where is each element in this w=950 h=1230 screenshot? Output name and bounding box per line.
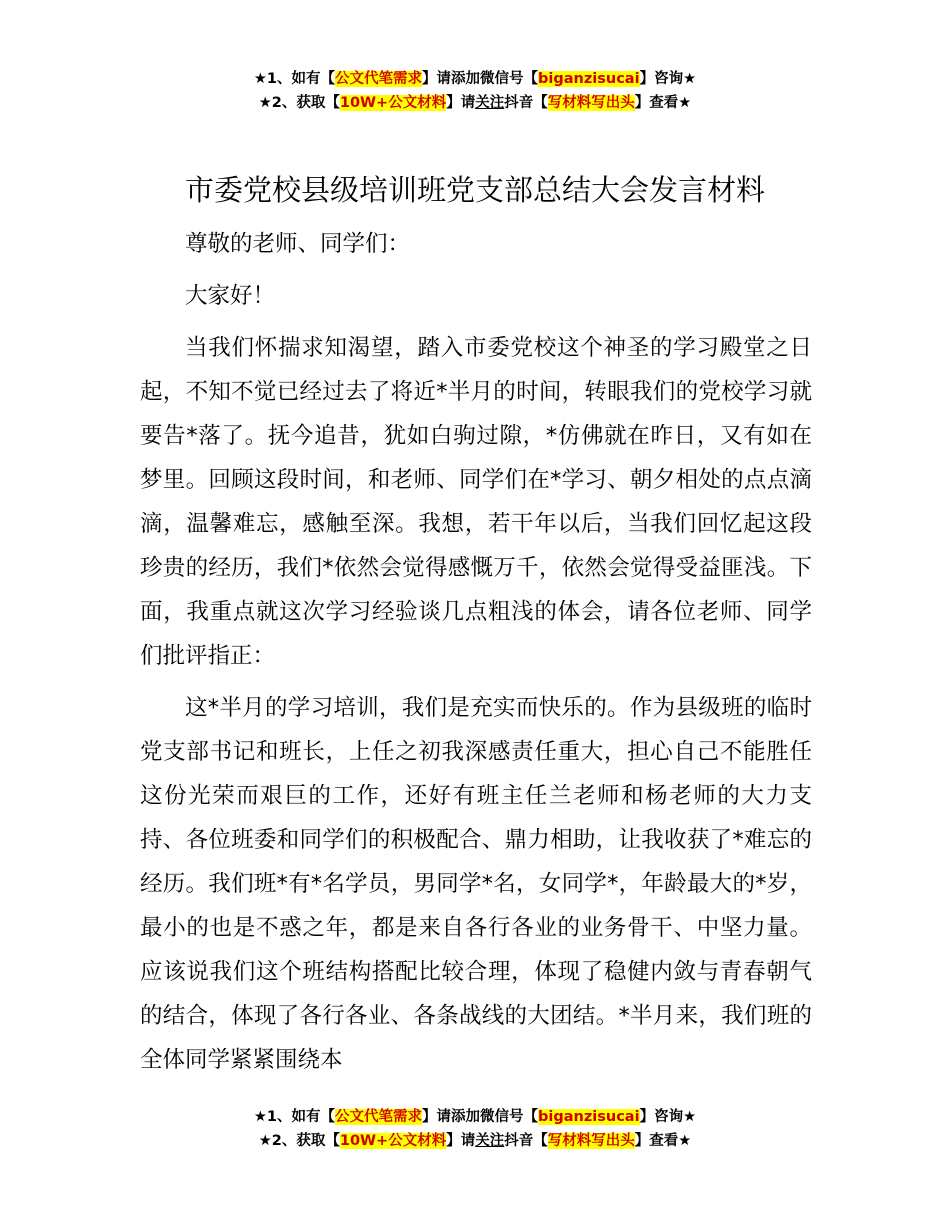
body-paragraph: 这*半月的学习培训，我们是充实而快乐的。作为县级班的临时党支部书记和班长，上任之初我深感责任重大，担心自己不能胜任这份光荣而艰巨的工作，还好有班主任兰老师和杨老师的大力支持、各位班委和同学们的积极配合、鼎力相助，让我收获了*难忘的经历。我们班*有*名学员，男同学*名，女同学*，年龄最大的*岁，最小的也是不惑之年，都是来自各行各业的业务骨干、中坚力量。应该说我们这个班结构搭配比较合理，体现了稳健内敛与青春朝气的结合，体现了各行各业、各条战线的大团结。*半月来，我们班的全体同学紧紧围绕本	[140, 695, 812, 1073]
banner-line-2	[0, 91, 950, 115]
document-title: 市委党校县级培训班党支部总结大会发言材料	[184, 173, 765, 207]
banner-line-2	[0, 1129, 950, 1153]
body-paragraph: 当我们怀揣求知渴望，踏入市委党校这个神圣的学习殿堂之日起，不知不觉已经过去了将近*半月的时间，转眼我们的党校学习就要告*落了。抚今追昔，犹如白驹过隙，*仿佛就在昨日，又有如在梦里。回顾这段时间，和老师、同学们在*学习、朝夕相处的点点滴滴，温馨难忘，感触至深。我想，若干年以后，当我们回忆起这段珍贵的经历，我们*依然会觉得感慨万千，依然会觉得受益匪浅。下面，我重点就这次学习经验谈几点粗浅的体会，请各位老师、同学们批评指正：	[140, 335, 812, 669]
banner-douyin-id: 写材料写出头	[547, 95, 635, 111]
header-banner	[0, 67, 950, 115]
banner-underline: 关注	[475, 1133, 505, 1149]
banner-underline: 关注	[475, 95, 505, 111]
footer-banner	[0, 1105, 950, 1153]
banner-text: ★1、如有【	[253, 1109, 336, 1125]
banner-text: 】咨询★	[639, 71, 697, 87]
banner-douyin-id: 写材料写出头	[547, 1133, 635, 1149]
banner-text: ★2、获取【	[258, 95, 340, 111]
banner-text: 】请	[446, 1133, 476, 1149]
banner-text: ★2、获取【	[258, 1133, 340, 1149]
greeting: 尊敬的老师、同学们：	[185, 231, 411, 257]
banner-wechat-id: biganzisucai	[538, 1109, 640, 1125]
banner-text: 】请添加微信号【	[422, 1109, 539, 1125]
banner-text: 】查看★	[634, 95, 692, 111]
banner-highlight: 10W+公文材料	[339, 95, 447, 111]
banner-highlight: 公文代笔需求	[335, 1109, 423, 1125]
banner-text: 】咨询★	[639, 1109, 697, 1125]
document-body	[140, 222, 812, 1090]
banner-highlight: 公文代笔需求	[335, 71, 423, 87]
banner-line-1	[0, 67, 950, 91]
salutation: 大家好！	[185, 283, 276, 309]
banner-line-1	[0, 1105, 950, 1129]
banner-text: 】请添加微信号【	[422, 71, 539, 87]
banner-text: 】查看★	[634, 1133, 692, 1149]
banner-text: 】请	[446, 95, 476, 111]
banner-text: ★1、如有【	[253, 71, 336, 87]
banner-text: 抖音【	[504, 95, 548, 111]
banner-wechat-id: biganzisucai	[538, 71, 640, 87]
banner-highlight: 10W+公文材料	[339, 1133, 447, 1149]
banner-text: 抖音【	[504, 1133, 548, 1149]
